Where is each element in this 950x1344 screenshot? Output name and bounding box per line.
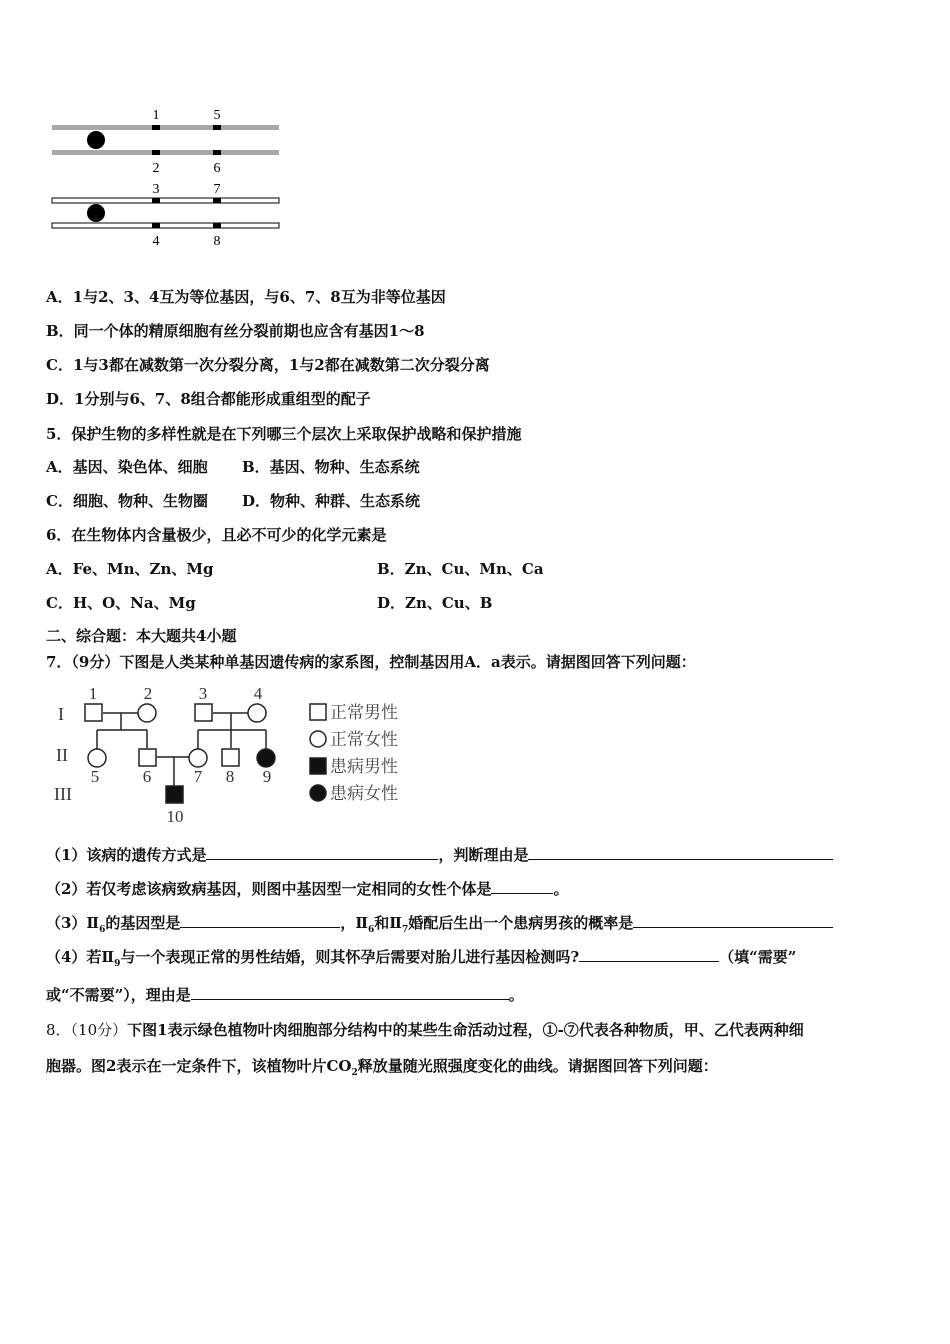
individual-number: 8 xyxy=(225,767,235,786)
generation-label: III xyxy=(54,784,72,804)
gene-label: 4 xyxy=(152,234,160,249)
centromere xyxy=(87,131,105,149)
individual-6 xyxy=(139,749,156,766)
subscript: 9 xyxy=(114,959,121,969)
q8-stem-line1 xyxy=(46,1019,804,1040)
q7-sub3-text: 和Ⅱ xyxy=(374,914,402,932)
q7-sub2-text: （2）若仅考虑该病致病基因，则图中基因型一定相同的女性个体是 xyxy=(46,880,492,898)
generation-label: II xyxy=(56,745,68,765)
individual-9 xyxy=(257,749,275,767)
individual-4 xyxy=(248,704,266,722)
q5-option-b: B．基因、物种、生态系统 xyxy=(242,458,420,476)
gene-label: 1 xyxy=(152,108,160,123)
answer-blank[interactable] xyxy=(191,985,509,1000)
answer-blank[interactable] xyxy=(528,845,833,860)
answer-blank[interactable] xyxy=(491,879,553,894)
legend-normal-male-icon xyxy=(310,704,326,720)
individual-10 xyxy=(166,786,183,803)
answer-blank[interactable] xyxy=(206,845,438,860)
q7-sub4 xyxy=(46,946,796,969)
subscript: 2 xyxy=(351,1068,358,1078)
individual-number: 2 xyxy=(143,684,153,703)
q7-sub4-text: （填“需要” xyxy=(719,948,797,966)
answer-blank[interactable] xyxy=(180,913,340,928)
q4-option-b: B．同一个体的精原细胞有丝分裂前期也应含有基因1～8 xyxy=(46,322,425,340)
q4-option-d: D．1分别与6、7、8组合都能形成重组型的配子 xyxy=(46,390,371,408)
chromosome-4 xyxy=(52,223,279,228)
individual-number: 3 xyxy=(198,684,208,703)
q6-option-b: B．Zn、Cu、Mn、Ca xyxy=(377,560,544,578)
q7-sub3-text: （3）Ⅱ xyxy=(46,914,100,932)
q7-sub1-text: ，判断理由是 xyxy=(438,846,529,864)
q4-option-c: C．1与3都在减数第一次分裂分离，1与2都在减数第二次分裂分离 xyxy=(46,356,490,374)
legend-label: 正常女性 xyxy=(330,730,398,749)
chromosome-2 xyxy=(52,150,279,155)
individual-number: 6 xyxy=(142,767,152,786)
q5-option-a: A．基因、染色体、细胞 xyxy=(46,458,208,476)
individual-1 xyxy=(85,704,102,721)
q8-text: 胞器。图2表示在一定条件下，该植物叶片CO xyxy=(46,1057,352,1075)
legend-label: 患病男性 xyxy=(330,757,398,776)
q7-sub3-text: ，Ⅱ xyxy=(340,914,369,932)
individual-5 xyxy=(88,749,106,767)
generation-label: I xyxy=(58,704,64,724)
legend-affected-male-icon xyxy=(310,758,326,774)
chromosome-1 xyxy=(52,125,279,130)
q8-text: 下图1表示绿色植物叶肉细胞部分结构中的某些生命活动过程，①-⑦代表各种物质，甲、乙代表两种细 xyxy=(127,1021,804,1039)
q7-sub3-text: 婚配后生出一个患病男孩的概率是 xyxy=(408,914,634,932)
individual-number: 7 xyxy=(193,767,203,786)
q7-sub4-text: （4）若Ⅱ xyxy=(46,948,115,966)
q6-option-d: D．Zn、Cu、B xyxy=(377,594,493,612)
q7-sub3-text: 的基因型是 xyxy=(105,914,181,932)
individual-number: 10 xyxy=(166,807,184,826)
subscript: 7 xyxy=(401,925,409,935)
q7-sub4-text: 与一个表现正常的男性结婚，则其怀孕后需要对胎儿进行基因检测吗? xyxy=(120,948,580,966)
gene-label: 8 xyxy=(213,234,221,249)
gene-label: 3 xyxy=(152,182,160,197)
subscript: 6 xyxy=(368,925,375,935)
section-heading: 二、综合题：本大题共4小题 xyxy=(46,627,237,645)
answer-blank[interactable] xyxy=(579,947,719,962)
individual-number: 1 xyxy=(88,684,98,703)
q7-sub1-text: （1）该病的遗传方式是 xyxy=(46,846,207,864)
q6-stem: 6．在生物体内含量极少，且必不可少的化学元素是 xyxy=(46,526,387,544)
pedigree-chart xyxy=(50,680,420,830)
q7-sub4-text: 。 xyxy=(508,986,524,1004)
answer-blank[interactable] xyxy=(633,913,833,928)
q7-sub2 xyxy=(46,878,568,899)
gene-label: 6 xyxy=(213,161,221,176)
q4-option-a: A．1与2、3、4互为等位基因，与6、7、8互为非等位基因 xyxy=(46,288,446,306)
individual-number: 5 xyxy=(90,767,100,786)
legend-normal-female-icon xyxy=(310,731,326,747)
individual-2 xyxy=(138,704,156,722)
legend-label: 正常男性 xyxy=(330,703,398,722)
q7-sub3 xyxy=(46,912,833,935)
legend-label: 患病女性 xyxy=(330,784,398,803)
individual-3 xyxy=(195,704,212,721)
gene-label: 5 xyxy=(213,108,221,123)
q5-option-d: D．物种、种群、生态系统 xyxy=(242,492,421,510)
individual-number: 9 xyxy=(262,767,272,786)
q8-text: 释放量随光照强度变化的曲线。请据图回答下列问题： xyxy=(357,1057,718,1075)
q8-stem-line2 xyxy=(46,1055,718,1078)
individual-8 xyxy=(222,749,239,766)
centromere xyxy=(87,204,105,222)
q6-option-c: C．H、O、Na、Mg xyxy=(46,594,196,612)
q7-stem: 7．（9分）下图是人类某种单基因遗传病的家系图，控制基因用A．a表示。请据图回答下列问题： xyxy=(46,653,696,671)
subscript: 6 xyxy=(99,925,106,935)
q7-sub1 xyxy=(46,844,833,865)
q7-sub2-text: 。 xyxy=(553,880,569,898)
chromosome-figure xyxy=(48,104,288,249)
individual-7 xyxy=(189,749,207,767)
q7-sub4-cont xyxy=(46,984,524,1005)
q5-stem: 5．保护生物的多样性就是在下列哪三个层次上采取保护战略和保护措施 xyxy=(46,425,522,443)
q7-sub4-text: 或“不需要”），理由是 xyxy=(46,986,191,1004)
gene-label: 2 xyxy=(152,161,160,176)
legend-affected-female-icon xyxy=(310,785,326,801)
question-number: 8．（10分） xyxy=(46,1021,128,1039)
gene-label: 7 xyxy=(213,182,221,197)
q5-option-c: C．细胞、物种、生物圈 xyxy=(46,492,208,510)
q6-option-a: A．Fe、Mn、Zn、Mg xyxy=(46,560,214,578)
chromosome-3 xyxy=(52,198,279,203)
individual-number: 4 xyxy=(253,684,263,703)
